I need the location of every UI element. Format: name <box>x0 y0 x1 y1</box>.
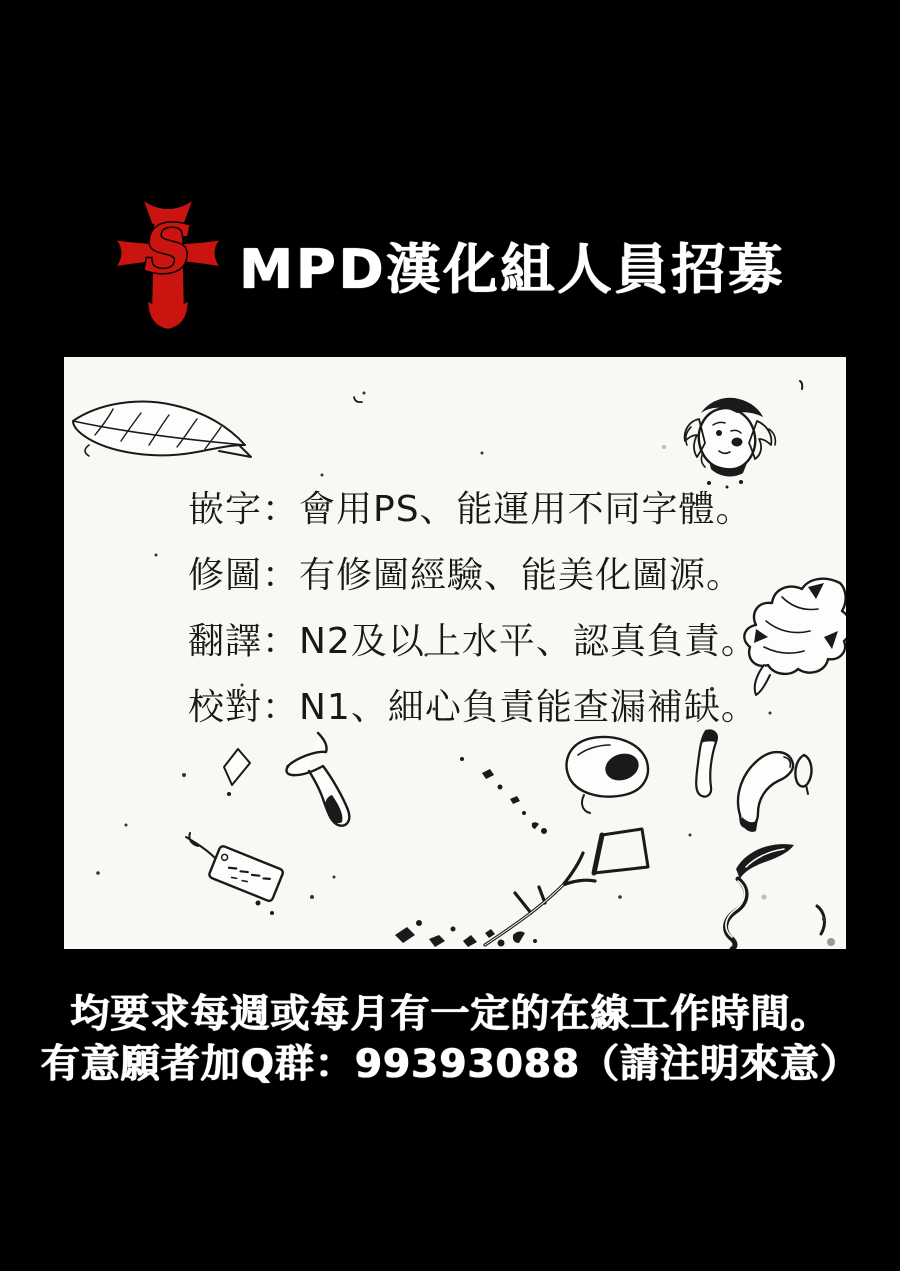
bent-limb-icon <box>738 752 793 832</box>
glass-shard-icon <box>224 749 250 796</box>
requirement-proofreading: 校對：N1、細心負責能查漏補缺。 <box>188 687 758 728</box>
severed-leg-icon <box>286 733 349 826</box>
logo-letter-s: S <box>143 208 193 288</box>
requirements-list <box>188 477 758 741</box>
red-cross-with-s-icon <box>115 195 221 335</box>
debris-splatter <box>460 757 547 834</box>
paper-tag-icon <box>186 833 284 915</box>
page-title: MPD漢化組人員招募 <box>238 237 786 301</box>
header <box>0 190 900 340</box>
ring-shard-icon <box>795 755 811 794</box>
twig-branch-icon <box>485 853 595 945</box>
crumpled-spine-icon <box>744 579 846 695</box>
debris-splatter <box>817 906 835 946</box>
requirement-translation: 翻譯：N2及以上水平、認真負責。 <box>188 621 758 662</box>
footer-qq-contact: 有意願者加Q群：99393088（請注明來意） <box>40 1042 860 1087</box>
manga-panel <box>64 357 846 949</box>
doll-head-icon <box>685 398 776 489</box>
snake-curve-icon <box>726 879 746 949</box>
requirement-typesetting: 嵌字：會用PS、能運用不同字體。 <box>188 489 753 530</box>
footer-worktime-note: 均要求每週或每月有一定的在線工作時間。 <box>69 992 830 1037</box>
footer <box>0 990 900 1090</box>
dark-hook-icon <box>736 844 794 879</box>
feather-icon <box>73 402 251 457</box>
torn-ball-icon <box>567 737 648 813</box>
requirement-redrawing: 修圖：有修圖經驗、能美化圖源。 <box>188 555 744 596</box>
trapezoid-shard-icon <box>594 829 648 873</box>
